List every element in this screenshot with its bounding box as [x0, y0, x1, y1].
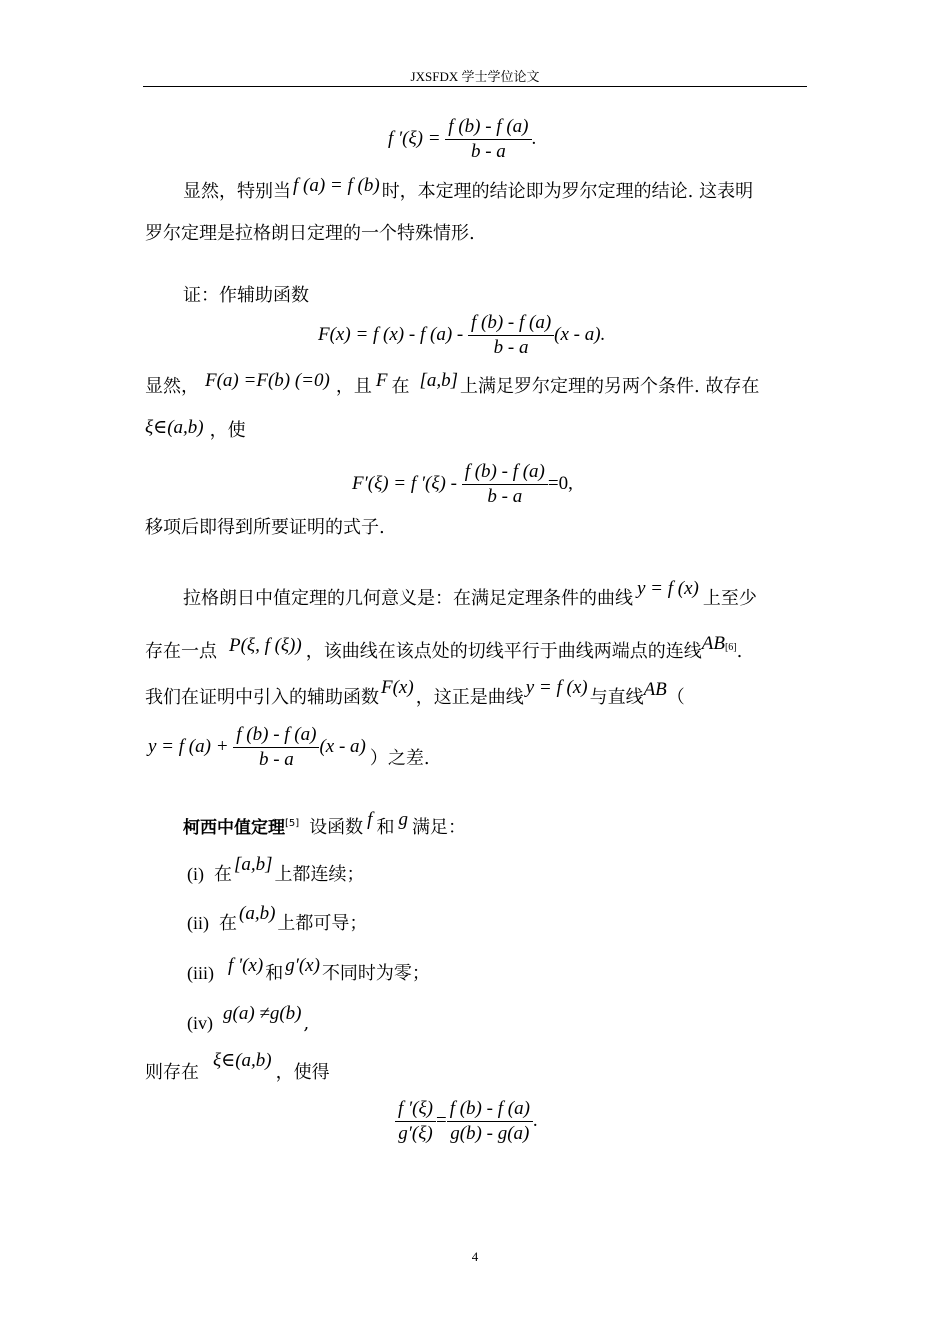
- proof-end: 移项后即得到所要证明的式子.: [145, 517, 385, 538]
- cauchy-right-numerator: f (b) - f (a): [447, 1098, 533, 1122]
- remark-text-a: 显然，特别当: [183, 181, 291, 202]
- aux-numerator: f (b) - f (a): [468, 312, 554, 336]
- math-xi-exists: ξ∈(a,b): [213, 1050, 272, 1071]
- proof-text-d: 上满足罗尔定理的另两个条件. 故存在: [459, 376, 760, 397]
- condition-iv: [187, 1003, 310, 1035]
- equation-line-AB: [148, 724, 430, 771]
- proof-line-3: [145, 370, 760, 398]
- equation-auxiliary-function: [318, 312, 605, 359]
- equation-lagrange: [388, 116, 536, 163]
- geo-text-g: ，这正是曲线: [415, 687, 524, 708]
- cauchy-left-numerator: f ′(ξ): [395, 1098, 436, 1122]
- condition-ii-label: (ii): [187, 913, 209, 933]
- cauchy-text-e: ，使得: [275, 1062, 330, 1083]
- condition-iv-label: (iv): [187, 1013, 213, 1033]
- math-point-P: P(ξ, f (ξ)): [229, 635, 302, 656]
- header-rule: [143, 86, 807, 87]
- geo-text-b: 上至少: [702, 588, 757, 609]
- eq2-fraction: [462, 461, 548, 508]
- eq2-denominator: b - a: [487, 486, 523, 507]
- line-eq-fraction: [233, 724, 319, 771]
- math-g: g: [398, 809, 408, 830]
- equation-cauchy: [395, 1098, 538, 1145]
- citation-6: [6]: [724, 642, 737, 653]
- cauchy-text-b: 和: [376, 817, 395, 838]
- cauchy-right-fraction: [447, 1098, 533, 1145]
- remark-line-1: [183, 175, 754, 203]
- geo-text-j: ）之差.: [369, 747, 430, 769]
- eq2-lhs: F′(ξ) = f ′(ξ) -: [352, 472, 457, 494]
- line-eq-denominator: b - a: [258, 749, 294, 770]
- eq1-numerator: f (b) - f (a): [445, 116, 531, 140]
- geo-text-a: 拉格朗日中值定理的几何意义是：在满足定理条件的曲线: [183, 588, 633, 609]
- math-closed-interval: [a,b]: [419, 370, 458, 391]
- line-eq-numerator: f (b) - f (a): [233, 724, 319, 748]
- math-g-unequal: g(a) ≠g(b): [223, 1003, 302, 1024]
- math-curve: y = f (x): [637, 578, 699, 599]
- aux-tail: (x - a).: [554, 323, 606, 345]
- math-F-equal: F(a) =F(b) (=0): [205, 370, 330, 391]
- proof-text-a: 显然，: [145, 376, 199, 397]
- math-g-prime: g′(x): [285, 955, 320, 976]
- cauchy-right-denominator: g(b) - g(a): [450, 1123, 530, 1144]
- geo-text-d: ，该曲线在该点处的切线平行于曲线两端点的连线: [305, 641, 702, 662]
- eq1-lhs: f ′(ξ) =: [388, 127, 441, 149]
- cauchy-text-a: 设函数: [309, 817, 364, 838]
- condition-i-text-b: 上都连续；: [274, 864, 365, 885]
- math-xi-in: ξ∈(a,b): [145, 417, 204, 438]
- equation-derivative-zero: [352, 461, 573, 508]
- condition-ii-text-a: 在: [219, 913, 237, 934]
- eq1-tail: .: [531, 127, 537, 149]
- condition-ii-text-b: 上都可导；: [277, 913, 368, 934]
- cauchy-existence-line: [145, 1050, 330, 1084]
- geo-line-2: [145, 633, 743, 663]
- proof-line-4: [145, 417, 246, 442]
- condition-i-label: (i): [187, 864, 204, 884]
- math-F: F: [375, 370, 388, 391]
- condition-i-text-a: 在: [214, 864, 232, 885]
- math-F-of-x: F(x): [381, 677, 414, 698]
- cauchy-text-d: 则存在: [145, 1062, 199, 1083]
- cauchy-equals: =: [435, 1109, 447, 1131]
- proof-intro: 证：作辅助函数: [183, 285, 309, 306]
- remark-text-b: 时，本定理的结论即为罗尔定理的结论. 这表明: [381, 181, 754, 202]
- eq1-fraction: [445, 116, 531, 163]
- aux-denominator: b - a: [493, 337, 529, 358]
- line-eq-tail: (x - a): [319, 735, 366, 757]
- proof-text-c: 在: [391, 376, 410, 397]
- proof-text-e: ，使: [209, 420, 246, 441]
- geo-text-c: 存在一点: [145, 641, 217, 662]
- geo-text-e: .: [736, 641, 743, 662]
- geo-text-i: （: [666, 687, 685, 708]
- remark-line-2: 罗尔定理是拉格朗日定理的一个特殊情形.: [145, 223, 475, 244]
- cauchy-tail: .: [532, 1109, 538, 1131]
- math-f-prime: f '(x): [228, 955, 264, 976]
- math-interval-open: (a,b): [239, 903, 276, 924]
- proof-text-b: ，且: [335, 376, 372, 397]
- aux-lhs: F(x) = f (x) - f (a) -: [318, 323, 464, 345]
- math-curve-2: y = f (x): [525, 677, 588, 698]
- running-header: JXSFDX 学士学位论文: [410, 69, 540, 84]
- math-f: f: [367, 809, 373, 830]
- math-AB: AB: [701, 633, 725, 654]
- line-eq-lhs: y = f (a) +: [148, 735, 229, 757]
- geo-line-1: [183, 578, 757, 610]
- eq1-denominator: b - a: [470, 141, 506, 162]
- cauchy-left-denominator: g′(ξ): [398, 1123, 433, 1144]
- condition-iii-text-a: 和: [265, 963, 284, 984]
- page-number: 4: [471, 1249, 479, 1264]
- condition-iv-text: ,: [303, 1013, 310, 1034]
- aux-fraction: [468, 312, 554, 359]
- eq2-numerator: f (b) - f (a): [462, 461, 548, 485]
- condition-iii: [187, 955, 430, 985]
- condition-iii-text-b: 不同时为零；: [321, 963, 430, 984]
- geo-line-3: [145, 677, 685, 709]
- math-condition: f (a) = f (b): [293, 175, 380, 196]
- math-interval-closed: [a,b]: [234, 854, 273, 875]
- eq2-tail: =0,: [547, 472, 573, 494]
- citation-5: [5]: [285, 818, 300, 829]
- condition-ii: [187, 903, 368, 935]
- geo-text-h: 与直线: [589, 687, 644, 708]
- condition-iii-label: (iii): [187, 963, 214, 983]
- geo-text-f: 我们在证明中引入的辅助函数: [145, 687, 379, 708]
- cauchy-title-line: [183, 809, 466, 839]
- cauchy-left-fraction: [395, 1098, 436, 1145]
- cauchy-text-c: 满足：: [411, 817, 466, 838]
- cauchy-title: 柯西中值定理: [183, 818, 285, 838]
- condition-i: [187, 854, 365, 886]
- math-line-AB: AB: [643, 679, 667, 700]
